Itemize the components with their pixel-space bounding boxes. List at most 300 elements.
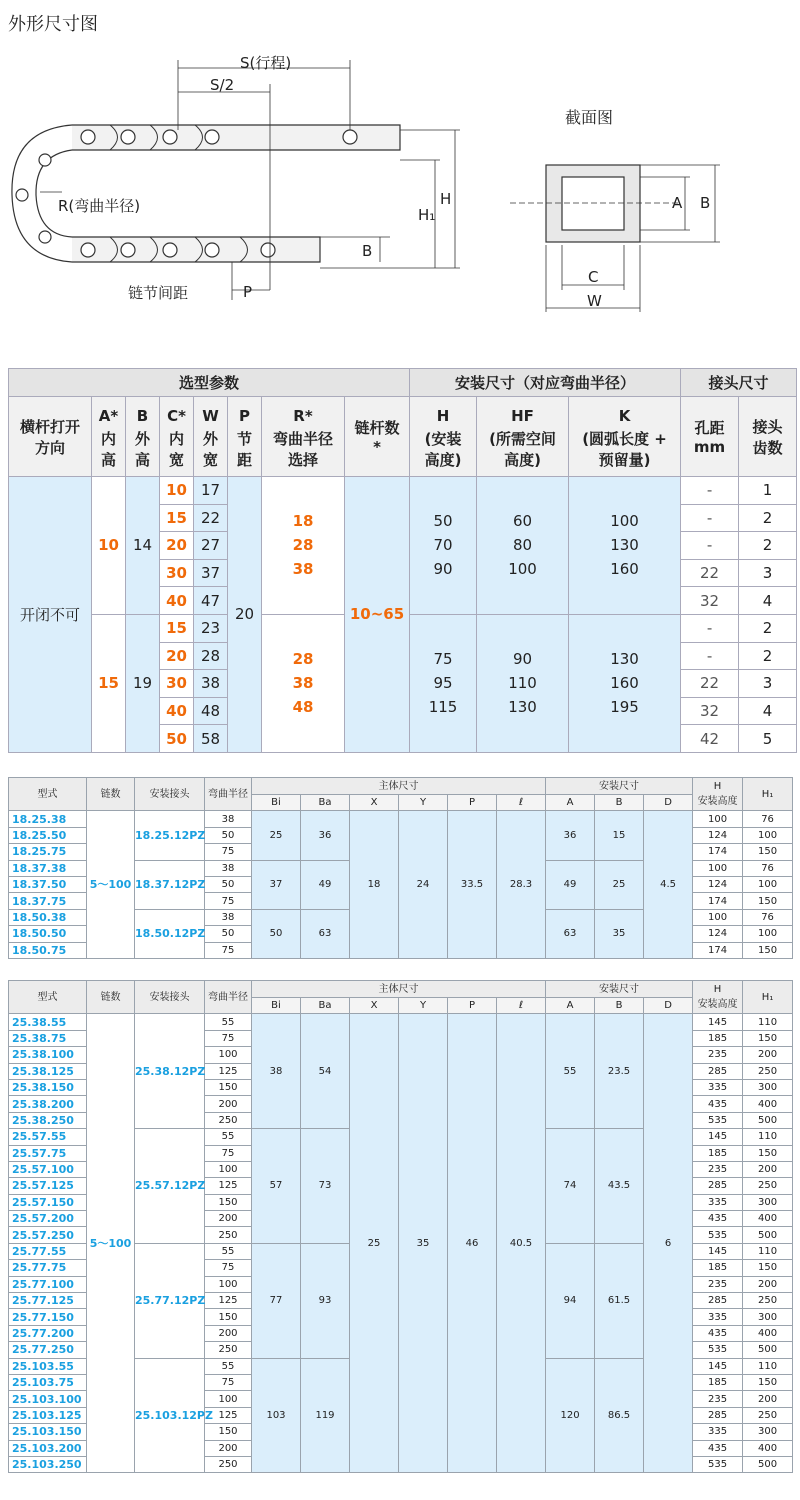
model-cell: 25.57.75 xyxy=(9,1145,87,1161)
inst-b-cell: 61.5 xyxy=(595,1243,644,1358)
h1-cell: 150 xyxy=(743,893,793,909)
hdr-y: Y xyxy=(399,998,448,1014)
model-table-18 xyxy=(8,777,793,959)
model-cell: 25.103.75 xyxy=(9,1374,87,1390)
p-cell: 20 xyxy=(228,477,262,753)
joint-cell: 25.103.12PZ xyxy=(135,1358,205,1473)
model-cell: 25.103.125 xyxy=(9,1407,87,1423)
k-cell: 100 130 160 xyxy=(569,477,681,615)
dim-label-s: S(行程) xyxy=(240,54,292,72)
model-cell: 18.25.38 xyxy=(9,811,87,827)
bend-cell: 75 xyxy=(205,844,252,860)
model-cell: 25.103.150 xyxy=(9,1424,87,1440)
teeth-cell: 2 xyxy=(739,614,797,642)
inst-a-cell: 36 xyxy=(546,811,595,860)
bend-cell: 75 xyxy=(205,1030,252,1046)
hdr-joint: 安装接头 xyxy=(135,778,205,811)
inst-b-cell: 15 xyxy=(595,811,644,860)
x-cell: 25 xyxy=(350,1014,399,1473)
h1-cell: 400 xyxy=(743,1440,793,1456)
h-cell: 185 xyxy=(693,1374,743,1390)
teeth-cell: 4 xyxy=(739,697,797,725)
h1-cell: 250 xyxy=(743,1407,793,1423)
h-cell: 185 xyxy=(693,1260,743,1276)
model-cell: 25.38.250 xyxy=(9,1112,87,1128)
h-cell: 285 xyxy=(693,1063,743,1079)
joint-cell: 25.77.12PZ xyxy=(135,1243,205,1358)
hdr-install: 安装尺寸 xyxy=(546,981,693,998)
h-cell: 174 xyxy=(693,844,743,860)
bend-cell: 38 xyxy=(205,909,252,925)
inst-b-cell: 43.5 xyxy=(595,1129,644,1244)
dimension-drawing xyxy=(0,40,800,330)
c-cell: 40 xyxy=(160,697,194,725)
bend-cell: 75 xyxy=(205,1374,252,1390)
h1-cell: 250 xyxy=(743,1178,793,1194)
hdr-install: 安装尺寸 xyxy=(546,778,693,795)
bend-cell: 50 xyxy=(205,876,252,892)
hdr-model: 型式 xyxy=(9,778,87,811)
hdr-bend: 弯曲半径 xyxy=(205,981,252,1014)
joint-cell: 25.38.12PZ xyxy=(135,1014,205,1129)
h-cell: 185 xyxy=(693,1145,743,1161)
h1-cell: 400 xyxy=(743,1211,793,1227)
model-cell: 18.50.38 xyxy=(9,909,87,925)
model-cell: 25.38.55 xyxy=(9,1014,87,1030)
bend-cell: 55 xyxy=(205,1129,252,1145)
c-cell: 20 xyxy=(160,642,194,670)
h1-cell: 110 xyxy=(743,1243,793,1259)
bend-cell: 75 xyxy=(205,1145,252,1161)
h1-cell: 100 xyxy=(743,876,793,892)
model-cell: 25.77.100 xyxy=(9,1276,87,1292)
inst-b-cell: 86.5 xyxy=(595,1358,644,1473)
hdr-h: H (安装高度) xyxy=(410,397,477,477)
h1-cell: 250 xyxy=(743,1293,793,1309)
h1-cell: 150 xyxy=(743,844,793,860)
teeth-cell: 3 xyxy=(739,670,797,698)
inst-b-cell: 25 xyxy=(595,860,644,909)
h-cell: 435 xyxy=(693,1211,743,1227)
model-cell: 25.103.100 xyxy=(9,1391,87,1407)
h1-cell: 100 xyxy=(743,827,793,843)
section-view-title: 截面图 xyxy=(565,108,614,127)
selection-table xyxy=(8,368,797,753)
model-cell: 18.37.50 xyxy=(9,876,87,892)
model-cell: 25.38.75 xyxy=(9,1030,87,1046)
hdr-k: K (圆弧长度 + 预留量) xyxy=(569,397,681,477)
h1-cell: 200 xyxy=(743,1161,793,1177)
section-label-c: C xyxy=(588,268,599,286)
d-cell: 6 xyxy=(644,1014,693,1473)
model-cell: 18.37.75 xyxy=(9,893,87,909)
w-cell: 27 xyxy=(194,532,228,560)
bend-cell: 150 xyxy=(205,1079,252,1095)
dim-label-h: H xyxy=(440,190,452,208)
teeth-cell: 2 xyxy=(739,504,797,532)
hole-cell: 32 xyxy=(681,697,739,725)
d-cell: 4.5 xyxy=(644,811,693,959)
h1-cell: 200 xyxy=(743,1276,793,1292)
h-cell: 124 xyxy=(693,827,743,843)
h-cell: 145 xyxy=(693,1243,743,1259)
hf-cell: 90 110 130 xyxy=(477,614,569,752)
h-cell: 185 xyxy=(693,1030,743,1046)
hdr-d: D xyxy=(644,998,693,1014)
inst-b-cell: 35 xyxy=(595,909,644,958)
h1-cell: 150 xyxy=(743,942,793,958)
bend-cell: 125 xyxy=(205,1293,252,1309)
bend-cell: 50 xyxy=(205,827,252,843)
bend-cell: 200 xyxy=(205,1096,252,1112)
r-cell: 28 38 48 xyxy=(262,614,345,752)
w-cell: 23 xyxy=(194,614,228,642)
h-cell: 435 xyxy=(693,1325,743,1341)
hdr-p: P xyxy=(448,998,497,1014)
a-cell: 10 xyxy=(92,477,126,615)
h-cell: 285 xyxy=(693,1178,743,1194)
h1-cell: 76 xyxy=(743,909,793,925)
model-cell: 25.38.150 xyxy=(9,1079,87,1095)
h1-cell: 76 xyxy=(743,811,793,827)
w-cell: 22 xyxy=(194,504,228,532)
h-cell: 435 xyxy=(693,1440,743,1456)
inst-a-cell: 94 xyxy=(546,1243,595,1358)
hdr-links: 链数 xyxy=(87,981,135,1014)
inst-a-cell: 55 xyxy=(546,1014,595,1129)
h-cell: 145 xyxy=(693,1358,743,1374)
dim-label-h1: H₁ xyxy=(418,206,436,224)
ba-cell: 119 xyxy=(301,1358,350,1473)
w-cell: 28 xyxy=(194,642,228,670)
hdr-h: H 安装高度 xyxy=(693,778,743,811)
h-cell: 535 xyxy=(693,1112,743,1128)
ba-cell: 63 xyxy=(301,909,350,958)
bend-cell: 75 xyxy=(205,942,252,958)
c-cell: 10 xyxy=(160,477,194,505)
model-table-25 xyxy=(8,980,793,1473)
h-cell: 535 xyxy=(693,1342,743,1358)
model-cell: 25.103.200 xyxy=(9,1440,87,1456)
ba-cell: 93 xyxy=(301,1243,350,1358)
h1-cell: 110 xyxy=(743,1358,793,1374)
model-row xyxy=(9,811,793,827)
h1-cell: 150 xyxy=(743,1030,793,1046)
model-cell: 25.77.125 xyxy=(9,1293,87,1309)
h1-cell: 110 xyxy=(743,1014,793,1030)
h1-cell: 76 xyxy=(743,860,793,876)
h-cell: 435 xyxy=(693,1096,743,1112)
c-cell: 30 xyxy=(160,559,194,587)
bend-cell: 200 xyxy=(205,1440,252,1456)
bend-cell: 150 xyxy=(205,1424,252,1440)
h1-cell: 300 xyxy=(743,1194,793,1210)
model-cell: 25.77.250 xyxy=(9,1342,87,1358)
hole-cell: - xyxy=(681,532,739,560)
hdr-ba: Ba xyxy=(301,998,350,1014)
model-cell: 25.77.55 xyxy=(9,1243,87,1259)
bend-cell: 100 xyxy=(205,1276,252,1292)
hdr-teeth: 接头齿数 xyxy=(739,397,797,477)
b-cell: 19 xyxy=(126,614,160,752)
h-cell: 174 xyxy=(693,942,743,958)
h-cell: 235 xyxy=(693,1276,743,1292)
model-cell: 25.57.100 xyxy=(9,1161,87,1177)
hdr-c: C* 内宽 xyxy=(160,397,194,477)
hdr-dir: 横杆打开方向 xyxy=(9,397,92,477)
h-cell: 100 xyxy=(693,909,743,925)
bend-cell: 38 xyxy=(205,811,252,827)
bend-cell: 250 xyxy=(205,1112,252,1128)
hdr-a: A* 内高 xyxy=(92,397,126,477)
hole-cell: 32 xyxy=(681,587,739,615)
bi-cell: 38 xyxy=(252,1014,301,1129)
hole-cell: 22 xyxy=(681,670,739,698)
dim-label-s2: S/2 xyxy=(210,76,235,94)
bend-cell: 150 xyxy=(205,1194,252,1210)
h1-cell: 150 xyxy=(743,1374,793,1390)
h1-cell: 300 xyxy=(743,1309,793,1325)
hdr-model: 型式 xyxy=(9,981,87,1014)
h1-cell: 500 xyxy=(743,1112,793,1128)
links-cell: 10~65 xyxy=(345,477,410,753)
bend-cell: 55 xyxy=(205,1358,252,1374)
w-cell: 37 xyxy=(194,559,228,587)
hdr-p: P 节距 xyxy=(228,397,262,477)
model-cell: 25.38.125 xyxy=(9,1063,87,1079)
joint-cell: 18.25.12PZ xyxy=(135,811,205,860)
h-cell: 335 xyxy=(693,1424,743,1440)
l-cell: 40.5 xyxy=(497,1014,546,1473)
hole-cell: 22 xyxy=(681,559,739,587)
hf-cell: 60 80 100 xyxy=(477,477,569,615)
bend-cell: 75 xyxy=(205,893,252,909)
group-select: 选型参数 xyxy=(9,369,410,397)
h-cell: 235 xyxy=(693,1047,743,1063)
hdr-b: B 外高 xyxy=(126,397,160,477)
hole-cell: - xyxy=(681,614,739,642)
w-cell: 47 xyxy=(194,587,228,615)
h-cell: 100 xyxy=(693,811,743,827)
h-cell: 75 95 115 xyxy=(410,614,477,752)
hdr-h: H 安装高度 xyxy=(693,981,743,1014)
y-cell: 24 xyxy=(399,811,448,959)
bend-cell: 75 xyxy=(205,1260,252,1276)
teeth-cell: 5 xyxy=(739,725,797,753)
hdr-a: A xyxy=(546,795,595,811)
hdr-y: Y xyxy=(399,795,448,811)
bend-cell: 50 xyxy=(205,926,252,942)
section-label-a: A xyxy=(672,194,683,212)
hdr-b: B xyxy=(595,795,644,811)
hdr-l: ℓ xyxy=(497,795,546,811)
links-cell: 5～100 xyxy=(87,1014,135,1473)
hdr-h1: H₁ xyxy=(743,778,793,811)
ba-cell: 49 xyxy=(301,860,350,909)
dim-label-p: P xyxy=(243,283,253,301)
teeth-cell: 4 xyxy=(739,587,797,615)
hole-cell: - xyxy=(681,477,739,505)
ba-cell: 36 xyxy=(301,811,350,860)
joint-cell: 18.50.12PZ xyxy=(135,909,205,958)
chain-outline xyxy=(12,125,400,262)
c-cell: 50 xyxy=(160,725,194,753)
h-cell: 285 xyxy=(693,1407,743,1423)
h1-cell: 110 xyxy=(743,1129,793,1145)
c-cell: 15 xyxy=(160,614,194,642)
teeth-cell: 3 xyxy=(739,559,797,587)
model-cell: 25.57.55 xyxy=(9,1129,87,1145)
hdr-a: A xyxy=(546,998,595,1014)
hdr-main: 主体尺寸 xyxy=(252,981,546,998)
hdr-b: B xyxy=(595,998,644,1014)
section-view-shape xyxy=(510,165,720,312)
y-cell: 35 xyxy=(399,1014,448,1473)
hdr-hf: HF (所需空间高度) xyxy=(477,397,569,477)
teeth-cell: 2 xyxy=(739,642,797,670)
hdr-x: X xyxy=(350,998,399,1014)
model-cell: 18.25.50 xyxy=(9,827,87,843)
hdr-bend: 弯曲半径 xyxy=(205,778,252,811)
ba-cell: 54 xyxy=(301,1014,350,1129)
section-label-b: B xyxy=(700,194,711,212)
hdr-hole: 孔距mm xyxy=(681,397,739,477)
h1-cell: 200 xyxy=(743,1047,793,1063)
model-cell: 18.25.75 xyxy=(9,844,87,860)
hdr-joint: 安装接头 xyxy=(135,981,205,1014)
bend-cell: 250 xyxy=(205,1227,252,1243)
bend-cell: 100 xyxy=(205,1161,252,1177)
h-cell: 535 xyxy=(693,1456,743,1472)
model-row xyxy=(9,1014,793,1030)
h1-cell: 300 xyxy=(743,1424,793,1440)
group-joint: 接头尺寸 xyxy=(681,369,797,397)
model-cell: 18.37.38 xyxy=(9,860,87,876)
teeth-cell: 2 xyxy=(739,532,797,560)
model-cell: 25.38.100 xyxy=(9,1047,87,1063)
dim-label-pitch: 链节间距 xyxy=(128,284,189,302)
inst-a-cell: 74 xyxy=(546,1129,595,1244)
bend-cell: 200 xyxy=(205,1325,252,1341)
x-cell: 18 xyxy=(350,811,399,959)
h1-cell: 400 xyxy=(743,1096,793,1112)
bend-cell: 100 xyxy=(205,1391,252,1407)
bend-cell: 55 xyxy=(205,1243,252,1259)
model-cell: 25.57.250 xyxy=(9,1227,87,1243)
h1-cell: 150 xyxy=(743,1260,793,1276)
bend-cell: 125 xyxy=(205,1178,252,1194)
hdr-p: P xyxy=(448,795,497,811)
hdr-ba: Ba xyxy=(301,795,350,811)
c-cell: 15 xyxy=(160,504,194,532)
r-cell: 18 28 38 xyxy=(262,477,345,615)
hdr-d: D xyxy=(644,795,693,811)
h1-cell: 100 xyxy=(743,926,793,942)
w-cell: 58 xyxy=(194,725,228,753)
joint-cell: 18.37.12PZ xyxy=(135,860,205,909)
model-cell: 18.50.50 xyxy=(9,926,87,942)
model-cell: 25.103.55 xyxy=(9,1358,87,1374)
h-cell: 335 xyxy=(693,1309,743,1325)
h1-cell: 500 xyxy=(743,1227,793,1243)
section-label-w: W xyxy=(587,292,602,310)
teeth-cell: 1 xyxy=(739,477,797,505)
h1-cell: 150 xyxy=(743,1145,793,1161)
h1-cell: 200 xyxy=(743,1391,793,1407)
w-cell: 48 xyxy=(194,697,228,725)
bend-cell: 55 xyxy=(205,1014,252,1030)
h-cell: 235 xyxy=(693,1391,743,1407)
bend-cell: 200 xyxy=(205,1211,252,1227)
model-cell: 25.57.200 xyxy=(9,1211,87,1227)
hdr-h1: H₁ xyxy=(743,981,793,1014)
joint-cell: 25.57.12PZ xyxy=(135,1129,205,1244)
c-cell: 20 xyxy=(160,532,194,560)
w-cell: 17 xyxy=(194,477,228,505)
h-cell: 145 xyxy=(693,1129,743,1145)
p-cell: 46 xyxy=(448,1014,497,1473)
h-cell: 174 xyxy=(693,893,743,909)
h-cell: 335 xyxy=(693,1079,743,1095)
bi-cell: 57 xyxy=(252,1129,301,1244)
h-cell: 100 xyxy=(693,860,743,876)
hdr-main: 主体尺寸 xyxy=(252,778,546,795)
bi-cell: 50 xyxy=(252,909,301,958)
h-cell: 285 xyxy=(693,1293,743,1309)
model-cell: 25.103.250 xyxy=(9,1456,87,1472)
hdr-l: ℓ xyxy=(497,998,546,1014)
h-cell: 124 xyxy=(693,876,743,892)
model-cell: 25.38.200 xyxy=(9,1096,87,1112)
h1-cell: 250 xyxy=(743,1063,793,1079)
w-cell: 38 xyxy=(194,670,228,698)
hole-cell: 42 xyxy=(681,725,739,753)
bi-cell: 103 xyxy=(252,1358,301,1473)
l-cell: 28.3 xyxy=(497,811,546,959)
c-cell: 30 xyxy=(160,670,194,698)
ba-cell: 73 xyxy=(301,1129,350,1244)
h-cell: 124 xyxy=(693,926,743,942)
h1-cell: 400 xyxy=(743,1325,793,1341)
bend-cell: 38 xyxy=(205,860,252,876)
b-cell: 14 xyxy=(126,477,160,615)
h-cell: 145 xyxy=(693,1014,743,1030)
h1-cell: 500 xyxy=(743,1456,793,1472)
inst-a-cell: 49 xyxy=(546,860,595,909)
h-cell: 235 xyxy=(693,1161,743,1177)
bend-cell: 250 xyxy=(205,1342,252,1358)
bend-cell: 100 xyxy=(205,1047,252,1063)
p-cell: 33.5 xyxy=(448,811,497,959)
h-cell: 50 70 90 xyxy=(410,477,477,615)
hdr-links: 链数 xyxy=(87,778,135,811)
bend-cell: 250 xyxy=(205,1456,252,1472)
c-cell: 40 xyxy=(160,587,194,615)
k-cell: 130 160 195 xyxy=(569,614,681,752)
hole-cell: - xyxy=(681,642,739,670)
hdr-bi: Bi xyxy=(252,998,301,1014)
hdr-links: 链杆数* xyxy=(345,397,410,477)
inst-a-cell: 120 xyxy=(546,1358,595,1473)
model-cell: 25.77.200 xyxy=(9,1325,87,1341)
dir-cell: 开闭不可 xyxy=(9,477,92,753)
model-cell: 25.57.125 xyxy=(9,1178,87,1194)
bi-cell: 77 xyxy=(252,1243,301,1358)
section-title: 外形尺寸图 xyxy=(8,14,98,35)
inst-b-cell: 23.5 xyxy=(595,1014,644,1129)
group-install: 安装尺寸（对应弯曲半径） xyxy=(410,369,681,397)
model-cell: 25.57.150 xyxy=(9,1194,87,1210)
